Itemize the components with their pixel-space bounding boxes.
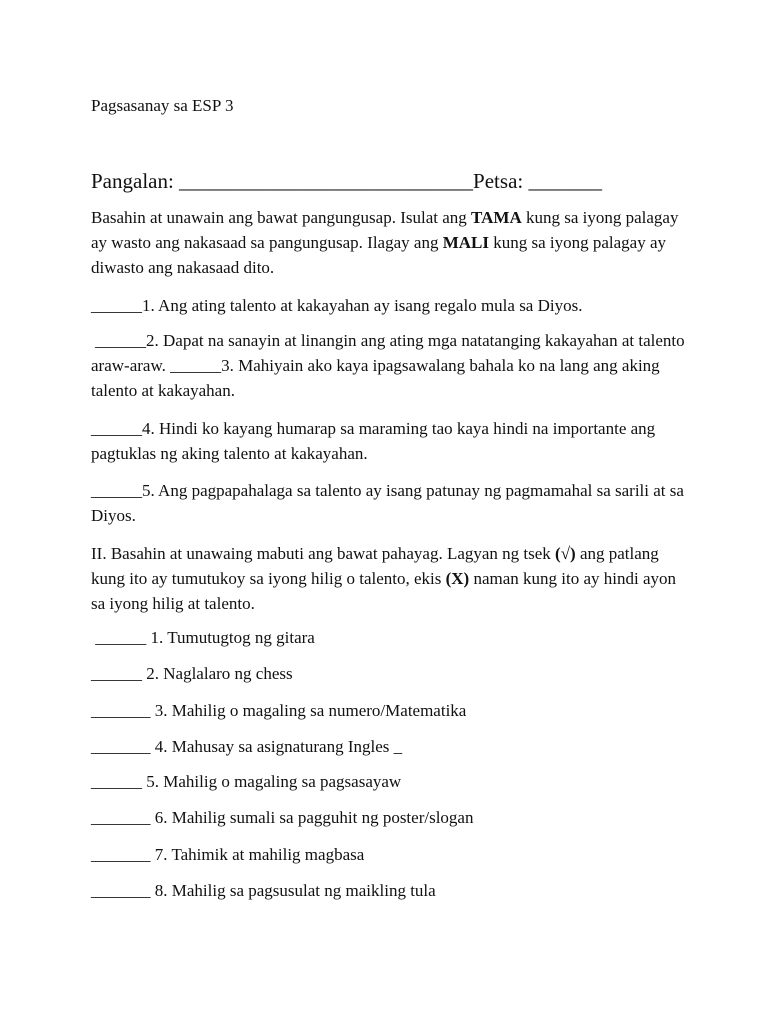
x-symbol: (X) bbox=[445, 569, 470, 588]
instruction-text: kung sa iyong palagay ay wasto ang nakasaad sa pangungusap. Ilagay ang bbox=[91, 208, 679, 252]
part1-item-4: ______4. Hindi ko kayang humarap sa maraming tao kaya hindi na importante ang pagtuklas ng aking talento at kakayahan. bbox=[91, 419, 656, 463]
part2-item-7: _______ 7. Tahimik at mahilig magbasa bbox=[91, 845, 365, 864]
part1-item-2-3: ______2. Dapat na sanayin at linangin ang ating mga natatanging kakayahan at talento araw-araw. ______3. Mahiyain ako kaya ipagsawalang bahala ko na lang ang aking talento at kakayahan. bbox=[91, 331, 685, 400]
worksheet-title: Pagsasanay sa ESP 3 bbox=[91, 96, 234, 115]
mali-keyword: MALI bbox=[442, 233, 489, 252]
part1-item-1: ______1. Ang ating talento at kakayahan ay isang regalo mula sa Diyos. bbox=[91, 296, 583, 315]
part2-item-8: _______ 8. Mahilig sa pagsusulat ng maikling tula bbox=[91, 881, 436, 900]
part2-item-6: _______ 6. Mahilig sumali sa pagguhit ng poster/slogan bbox=[91, 808, 474, 827]
instructions-part-1 bbox=[91, 205, 691, 280]
part2-item-1: ______ 1. Tumutugtog ng gitara bbox=[91, 628, 315, 647]
instruction-text: II. Basahin at unawaing mabuti ang bawat pahayag. Lagyan ng tsek bbox=[91, 544, 556, 563]
instruction-text: ang patlang kung ito ay tumutukoy sa iyong hilig o talento, ekis bbox=[91, 544, 659, 588]
check-symbol: (√) bbox=[555, 544, 576, 563]
part2-item-2: ______ 2. Naglalaro ng chess bbox=[91, 664, 293, 683]
part2-item-3: _______ 3. Mahilig o magaling sa numero/Matematika bbox=[91, 701, 467, 720]
instruction-text: kung sa iyong palagay ay diwasto ang nakasaad dito. bbox=[91, 233, 667, 277]
part2-item-4: _______ 4. Mahusay sa asignaturang Ingles _ bbox=[91, 737, 403, 756]
name-date-line: Pangalan: ____________________________Petsa: _______ bbox=[91, 169, 602, 193]
instructions-part-2 bbox=[91, 541, 691, 616]
part2-item-5: ______ 5. Mahilig o magaling sa pagsasayaw bbox=[91, 772, 402, 791]
instruction-text: naman kung ito ay hindi ayon sa iyong hilig at talento. bbox=[91, 569, 677, 613]
instruction-text: Basahin at unawain ang bawat pangungusap. Isulat ang bbox=[91, 208, 472, 227]
tama-keyword: TAMA bbox=[471, 208, 522, 227]
part1-item-5: ______5. Ang pagpapahalaga sa talento ay isang patunay ng pagmamahal sa sarili at sa Diyos. bbox=[91, 481, 684, 525]
